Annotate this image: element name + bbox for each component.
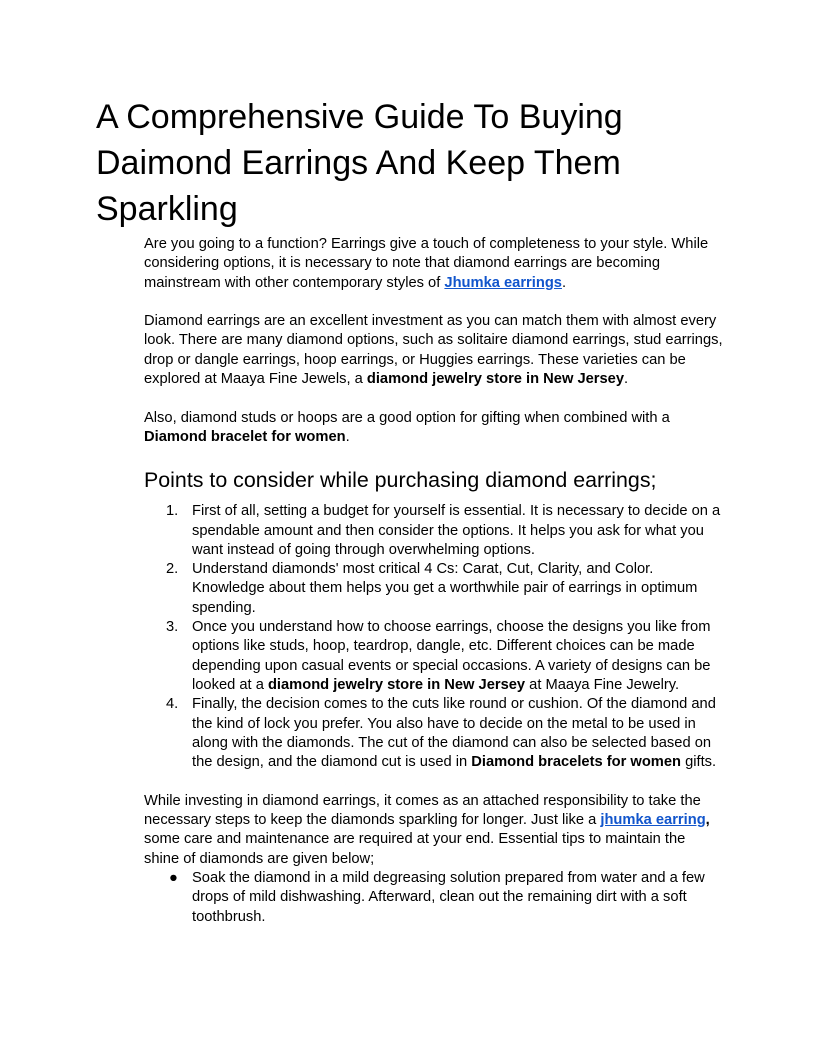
points-list-item [166, 695, 724, 772]
list-item-bold: diamond jewelry store in New Jersey [267, 676, 526, 693]
intro-paragraph-1-end: . [561, 274, 567, 291]
bullet-icon: ● [169, 869, 178, 886]
document-body [144, 235, 724, 927]
list-item-end: gifts. [681, 754, 717, 771]
intro-paragraph-2-bold: diamond jewelry store in New Jersey [366, 371, 625, 388]
intro-paragraph-3-end: . [345, 428, 350, 445]
tip-text: Soak the diamond in a mild degreasing solution prepared from water and a few drops of mild dishwashing. Afterward, clean out the remaining dirt with a soft toothbrush. [192, 869, 705, 925]
tips-list [144, 869, 724, 927]
list-number: 1. [166, 503, 179, 520]
list-item-text: Finally, the decision comes to the cuts like round or cushion. Of the diamond and the kind of lock you prefer. You also have to decide on the metal to be used in along with the diamonds. The cut of the diamond can also be selected based on the design, and the diamond cut is used in [192, 696, 716, 771]
intro-paragraph-2 [144, 312, 724, 389]
list-number: 2. [166, 561, 179, 578]
paragraph-spacer [144, 389, 724, 408]
intro-paragraph-3-bold: Diamond bracelet for women [144, 428, 346, 445]
paragraph-spacer [144, 293, 724, 312]
list-item-text: First of all, setting a budget for yourself is essential. It is necessary to decide on a spendable amount and then consider the options. It helps you ask for what you want instead of going through overwhelming options. [192, 503, 721, 558]
points-list [144, 502, 724, 772]
intro-paragraph-3 [144, 409, 724, 448]
list-number: 3. [166, 619, 179, 636]
list-item-bold: Diamond bracelets for women [471, 754, 681, 771]
list-number: 4. [166, 696, 179, 713]
list-item-end: at Maaya Fine Jewelry. [525, 676, 680, 693]
jhumka-earring-link[interactable]: jhumka earring [600, 812, 706, 829]
list-item-text: Once you understand how to choose earrings, choose the designs you like from options like studs, hoop, teardrop, dangle, etc. Different choices can be made depending upon casual events or special occasions. A variety of designs can be looked at a [192, 619, 711, 693]
care-paragraph-end: some care and maintenance are required at your end. Essential tips to maintain the shine of diamonds are given below; [144, 831, 686, 867]
intro-paragraph-3-text: Also, diamond studs or hoops are a good option for gifting when combined with a [144, 409, 670, 426]
points-list-item [166, 502, 724, 560]
intro-paragraph-2-end: . [624, 371, 629, 388]
intro-paragraph-1-text: Are you going to a function? Earrings give a touch of completeness to your style. While considering options, it is necessary to note that diamond earrings are becoming mainstream with other contemporary styles of [144, 236, 709, 291]
paragraph-spacer [144, 772, 724, 791]
document-title: A Comprehensive Guide To Buying Daimond Earrings And Keep Them Sparkling [96, 98, 623, 228]
intro-paragraph-1 [144, 235, 724, 293]
list-item-text: Understand diamonds' most critical 4 Cs: Carat, Cut, Clarity, and Color. Knowledge about them helps you get a worthwhile pair of earrings in optimum spending. [192, 561, 698, 616]
tips-list-item [169, 869, 724, 927]
jhumka-earrings-link[interactable]: Jhumka earrings [444, 274, 562, 291]
care-paragraph [144, 792, 724, 869]
points-list-item [166, 560, 724, 618]
care-link-punct: , [705, 812, 710, 829]
intro-paragraph-2-text: Diamond earrings are an excellent investment as you can match them with almost every look. There are many diamond options, such as solitaire diamond earrings, stud earrings, drop or dangle earrings, hoop earrings, or Huggies earrings. These varieties can be explored at Maaya Fine Jewels, a [144, 313, 723, 388]
points-list-item [166, 618, 724, 695]
points-heading: Points to consider while purchasing diamond earrings; [144, 468, 657, 493]
care-paragraph-text: While investing in diamond earrings, it comes as an attached responsibility to take the necessary steps to keep the diamonds sparkling for longer. Just like a [144, 792, 701, 829]
